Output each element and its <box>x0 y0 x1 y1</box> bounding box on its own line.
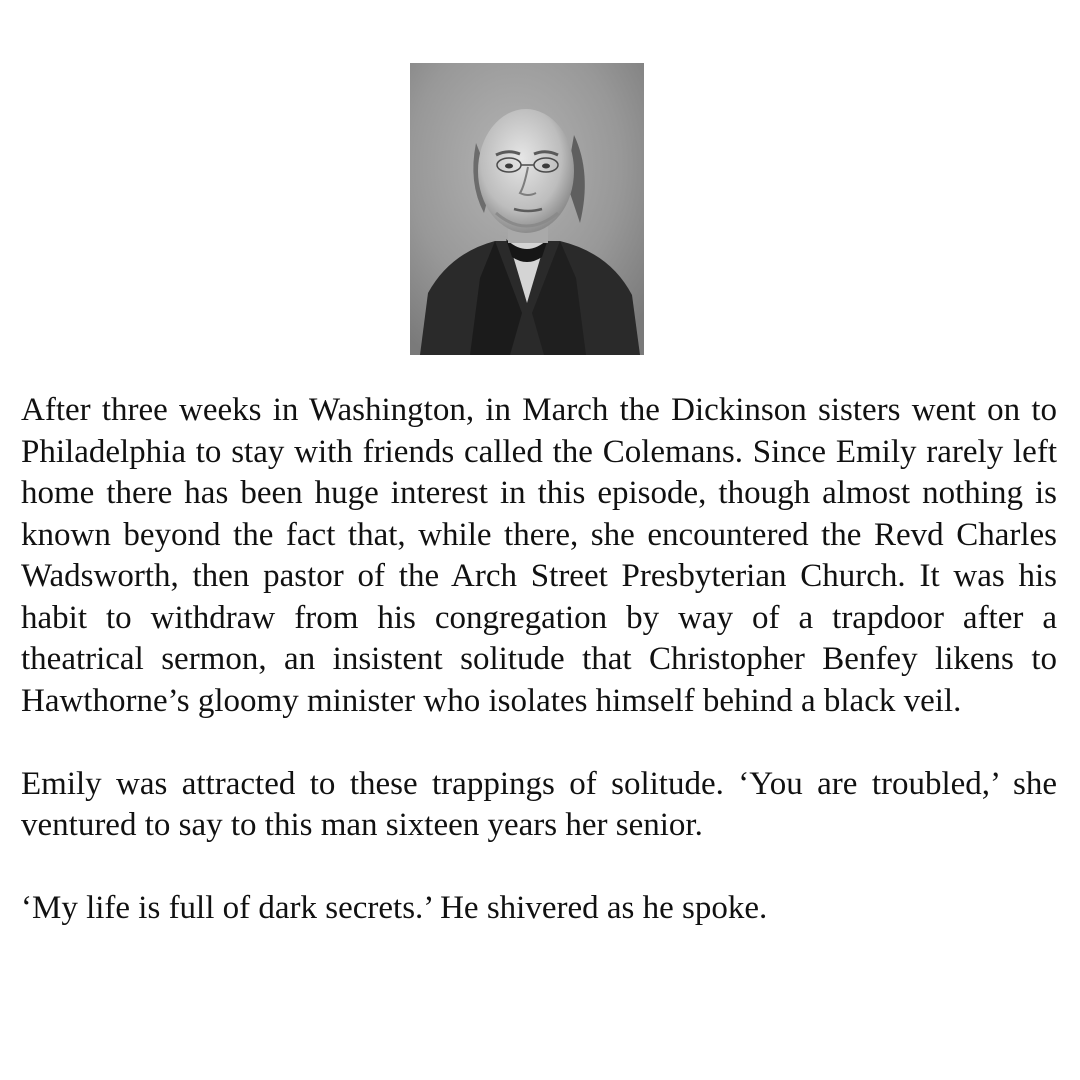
portrait-illustration <box>410 63 644 355</box>
paragraph-1: After three weeks in Washington, in March the Dickinson sisters went on to Philadelphia to stay with friends called the Colemans. Since Emily rarely left home there has been huge interest in this episode, though almost nothing is known beyond the fact that, while there, she encountered the Revd Charles Wadsworth, then pastor of the Arch Street Presbyterian Church. It was his habit to withdraw from his congregation by way of a trapdoor after a theatrical sermon, an insistent solitude that Christopher Benfey likens to Hawthorne’s gloomy minister who isolates himself behind a black veil. <box>21 392 1057 719</box>
body-text <box>21 390 1057 930</box>
paragraph-3: ‘My life is full of dark secrets.’ He shivered as he spoke. <box>21 890 768 926</box>
portrait-photo <box>410 63 644 355</box>
paragraph-2: Emily was attracted to these trappings of solitude. ‘You are troubled,’ she ventured to say to this man sixteen years her senior. <box>21 765 1057 843</box>
